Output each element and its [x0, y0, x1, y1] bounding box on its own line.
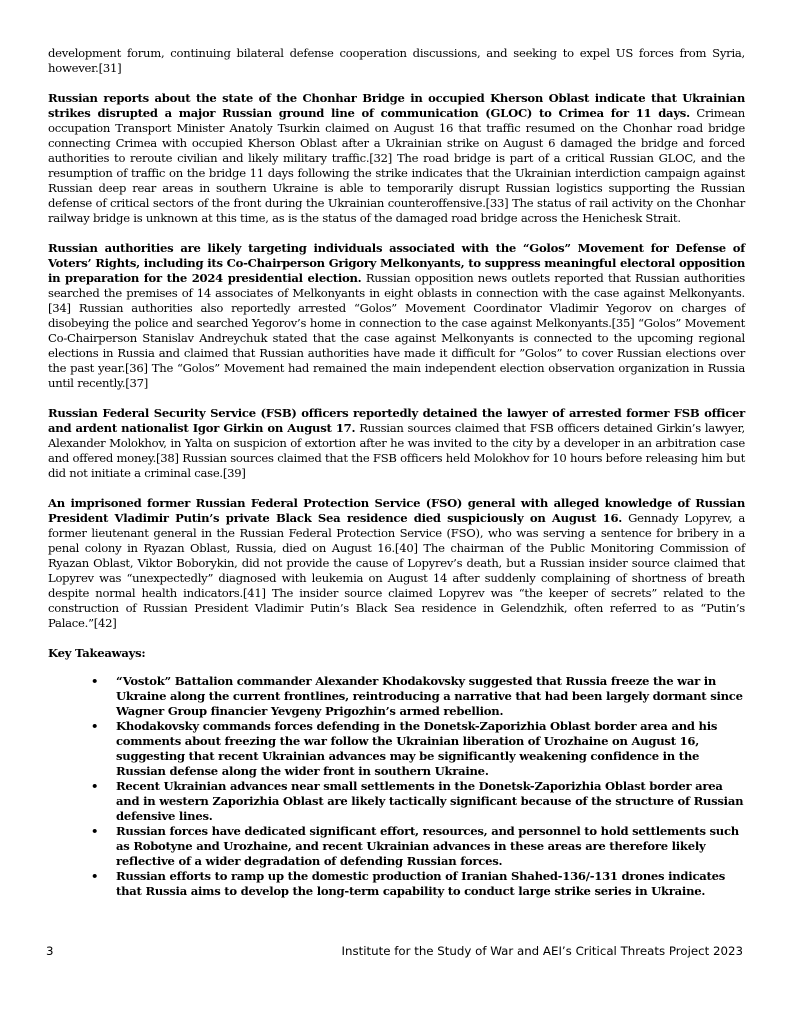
- paragraph-body: Russian opposition news outlets reported that Russian authorities searched the premises of 14 associates of Melkonyants in eight oblasts in connection with the case against Melkonyants.[34] Russian authorities also reportedly arrested “Golos” Movement Coordinator Vladimir Yegorov on charges of disobeying the police and searched Yegorov’s home in connection to the case against Melkonyants.[35] “Golos” Movement Co-Chairperson Stanislav Andreychuk stated that the case against Melkonyants is connected to the upcoming regional elections in Russia and claimed that Russian authorities have made it difficult for ”Golos” to cover Russian elections over the past year.[36] The “Golos” Movement had remained the main independent election observation organization in Russia until recently.[37]: [48, 271, 745, 390]
- paragraph-lead: Russian Federal Security Service (FSB) officers reportedly detained the lawyer of arrested former FSB officer and ardent nationalist Igor Girkin on August 17.: [48, 406, 745, 435]
- key-takeaways-list: [48, 674, 745, 899]
- key-takeaway-item: • Khodakovsky commands forces defending in the Donetsk-Zaporizhia Oblast border area and his comments about freezing the war follow the Ukrainian liberation of Urozhaine on August 16, suggesting that recent Ukrainian advances may be significantly weakening confidence in the Russian defense along the wider front in southern Ukraine.: [116, 719, 745, 779]
- footer-source: Institute for the Study of War and AEI’s Critical Threats Project 2023: [341, 944, 743, 958]
- key-takeaway-item: • Recent Ukrainian advances near small settlements in the Donetsk-Zaporizhia Oblast border area and in western Zaporizhia Oblast are likely tactically significant because of the structure of Russian defensive lines.: [116, 779, 745, 824]
- paragraph-lead: An imprisoned former Russian Federal Protection Service (FSO) general with alleged knowledge of Russian President Vladimir Putin’s private Black Sea residence died suspiciously on August 16.: [48, 496, 745, 525]
- paragraph-fsb-lawyer: [48, 406, 745, 481]
- paragraph-chonhar-bridge: [48, 91, 745, 226]
- key-takeaway-item: • “Vostok” Battalion commander Alexander Khodakovsky suggested that Russia freeze the war in Ukraine along the current frontlines, reintroducing a narrative that had been largely dormant since Wagner Group financier Yevgeny Prigozhin’s armed rebellion.: [116, 674, 745, 719]
- paragraph-lead: Russian authorities are likely targeting individuals associated with the “Golos” Movement for Defense of Voters’ Rights, including its Co-Chairperson Grigory Melkonyants, to suppress meaningful electoral opposition in preparation for the 2024 presidential election.: [48, 241, 745, 285]
- key-takeaway-item: • Russian forces have dedicated significant effort, resources, and personnel to hold settlements such as Robotyne and Urozhaine, and recent Ukrainian advances in these areas are therefore likely reflective of a wider degradation of defending Russian forces.: [116, 824, 745, 869]
- paragraph-continuation: [48, 46, 745, 76]
- key-takeaway-item: • Russian efforts to ramp up the domestic production of Iranian Shahed-136/-131 drones indicates that Russia aims to develop the long-term capability to conduct large strike series in Ukraine.: [116, 869, 745, 899]
- paragraph-body: Gennady Lopyrev, a former lieutenant general in the Russian Federal Protection Service (FSO), who was serving a sentence for bribery in a penal colony in Ryazan Oblast, Russia, died on August 16.[40] The chairman of the Public Monitoring Commission of Ryazan Oblast, Viktor Boborykin, did not provide the cause of Lopyrev’s death, but a Russian insider source claimed that Lopyrev was “unexpectedly” diagnosed with leukemia on August 14 after suddenly complaining of shortness of breath despite normal health indicators.[41] The insider source claimed Lopyrev was “the keeper of secrets” related to the construction of Russian President Vladimir Putin’s Black Sea residence in Gelendzhik, often referred to as “Putin’s Palace.”[42]: [48, 511, 745, 630]
- report-body: [48, 46, 745, 899]
- paragraph-body: development forum, continuing bilateral defense cooperation discussions, and seeking to expel US forces from Syria, however.[31]: [48, 46, 745, 75]
- paragraph-fso-general: [48, 496, 745, 631]
- page-number: 3: [46, 944, 54, 958]
- paragraph-golos-movement: [48, 241, 745, 391]
- paragraph-lead: Russian reports about the state of the Chonhar Bridge in occupied Kherson Oblast indicate that Ukrainian strikes disrupted a major Russian ground line of communication (GLOC) to Crimea for 11 days.: [48, 91, 745, 120]
- key-takeaways-heading: Key Takeaways:: [48, 646, 146, 660]
- paragraph-body: Russian sources claimed that FSB officers detained Girkin’s lawyer, Alexander Molokhov, in Yalta on suspicion of extortion after he was invited to the city by a developer in an arbitration case and offered money.[38] Russian sources claimed that the FSB officers held Molokhov for 10 hours before releasing him but did not initiate a criminal case.[39]: [48, 421, 745, 480]
- paragraph-body: Crimean occupation Transport Minister Anatoly Tsurkin claimed on August 16 that traffic resumed on the Chonhar road bridge connecting Crimea with occupied Kherson Oblast after a Ukrainian strike on August 6 damaged the bridge and forced authorities to reroute civilian and likely military traffic.[32] The road bridge is part of a critical Russian GLOC, and the resumption of traffic on the bridge 11 days following the strike indicates that the Ukrainian interdiction campaign against Russian deep rear areas in southern Ukraine is able to temporarily disrupt Russian logistics supporting the Russian defense of critical sectors of the front during the Ukrainian counteroffensive.[33] The status of rail activity on the Chonhar railway bridge is unknown at this time, as is the status of the damaged road bridge across the Henichesk Strait.: [48, 106, 745, 225]
